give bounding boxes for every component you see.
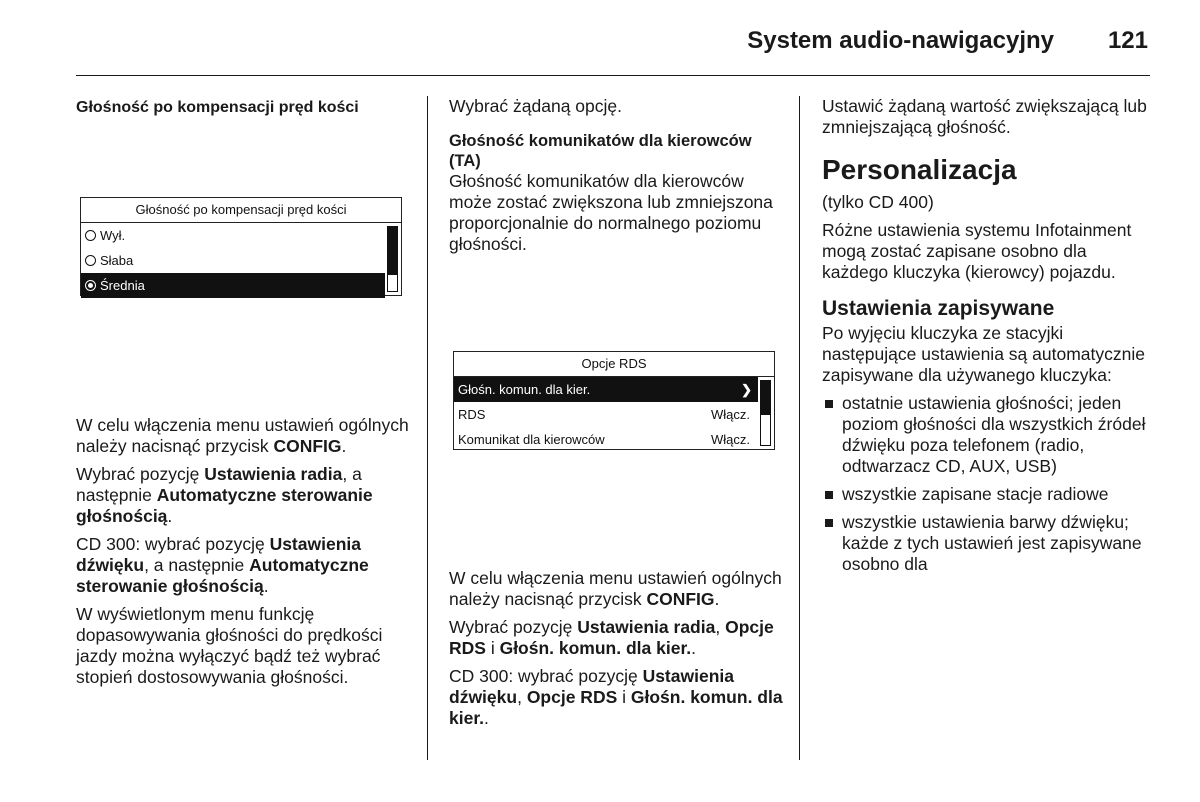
display-rds-options [453,351,775,450]
paragraph: Wybrać pozycję Ustawienia radia, Opcje RDS i Głośn. komun. dla kier.. [449,617,774,658]
radio-empty-icon [85,255,96,266]
column-2-body [449,568,784,736]
list-item: wszystkie zapisane stacje radiowe [822,484,1157,505]
paragraph: W celu włączenia menu ustawień ogólnych należy nacisnąć przycisk CONFIG. [76,415,409,456]
paragraph: W celu włączenia menu ustawień ogólnych należy nacisnąć przycisk CONFIG. [449,568,782,609]
column-1-body [76,415,411,695]
menu-option-off[interactable]: Wył. [81,223,385,248]
menu-option-medium[interactable]: Średnia [81,273,385,298]
menu-row-rds[interactable]: RDS Włącz. [458,407,750,422]
column-3 [822,96,1157,582]
radio-selected-icon [85,280,96,291]
list-item: ostatnie ustawienia głośności; jeden poziom głośności dla wszystkich źródeł dźwięku poza telefonem (radio, odtwarzacz CD, AUX, USB) [822,393,1157,477]
column-2 [449,96,784,262]
radio-empty-icon [85,230,96,241]
chevron-right-icon: ❯ [741,382,752,397]
paragraph: (tylko CD 400) [822,192,934,212]
display-compensation-menu [80,197,402,296]
square-bullet-icon [825,400,833,408]
paragraph: Wybrać pozycję Ustawienia radia, a następnie Automatyczne sterowanie głośnością. [76,464,373,526]
section-heading-saved-settings: Ustawienia zapisywane [822,297,1055,320]
scrollbar-thumb[interactable] [761,381,770,415]
scrollbar[interactable] [760,380,771,446]
display-title: Opcje RDS [454,352,774,377]
section-heading-personalization: Personalizacja [822,154,1017,185]
square-bullet-icon [825,491,833,499]
paragraph: Po wyjęciu kluczyka ze stacyjki następujące ustawienia są automatycznie zapisywane dla używanego kluczyka: [822,323,1145,385]
running-title: System audio-nawigacyjny [747,27,1054,54]
page-number: 121 [1107,27,1148,54]
section-heading-ta: Głośność komunikatów dla kierowców (TA) [449,132,752,170]
paragraph: Głośność komunikatów dla kierowców może zostać zwiększona lub zmniejszona proporcjonalnie do normalnego poziomu głośności. [449,171,773,254]
page-header [0,0,1200,76]
scrollbar-thumb[interactable] [388,227,397,275]
column-divider-1 [427,96,428,760]
menu-row-ta-volume[interactable]: Głośn. komun. dla kier. ❯ [454,377,758,402]
column-divider-2 [799,96,800,760]
paragraph: W wyświetlonym menu funkcję dopasowywania głośności do prędkości jazdy można wyłączyć bądź też wybrać stopień dostosowywania głośności. [76,604,383,687]
bullet-list [822,393,1157,575]
menu-row-traffic-announcement[interactable]: Komunikat dla kierowców Włącz. [458,432,750,447]
column-1 [76,96,411,117]
menu-option-low[interactable]: Słaba [81,248,385,273]
paragraph: CD 300: wybrać pozycję Ustawienia dźwięku, a następnie Automatyczne sterowanie głośnością. [76,534,369,596]
paragraph: Różne ustawienia systemu Infotainment mogą zostać zapisane osobno dla każdego kluczyka (kierowcy) pojazdu. [822,220,1132,282]
display-title: Głośność po kompensacji pręd kości [81,198,401,223]
header-rule [76,75,1150,76]
list-item: wszystkie ustawienia barwy dźwięku; każde z tych ustawień jest zapisywane osobno dla [822,512,1157,575]
square-bullet-icon [825,519,833,527]
scrollbar[interactable] [387,226,398,292]
paragraph: Ustawić żądaną wartość zwiększającą lub zmniejszającą głośność. [822,96,1147,137]
paragraph: Wybrać żądaną opcję. [449,96,622,116]
section-heading-compensation: Głośność po kompensacji pręd kości [76,99,359,116]
paragraph: CD 300: wybrać pozycję Ustawienia dźwięku, Opcje RDS i Głośn. komun. dla kier.. [449,666,783,728]
